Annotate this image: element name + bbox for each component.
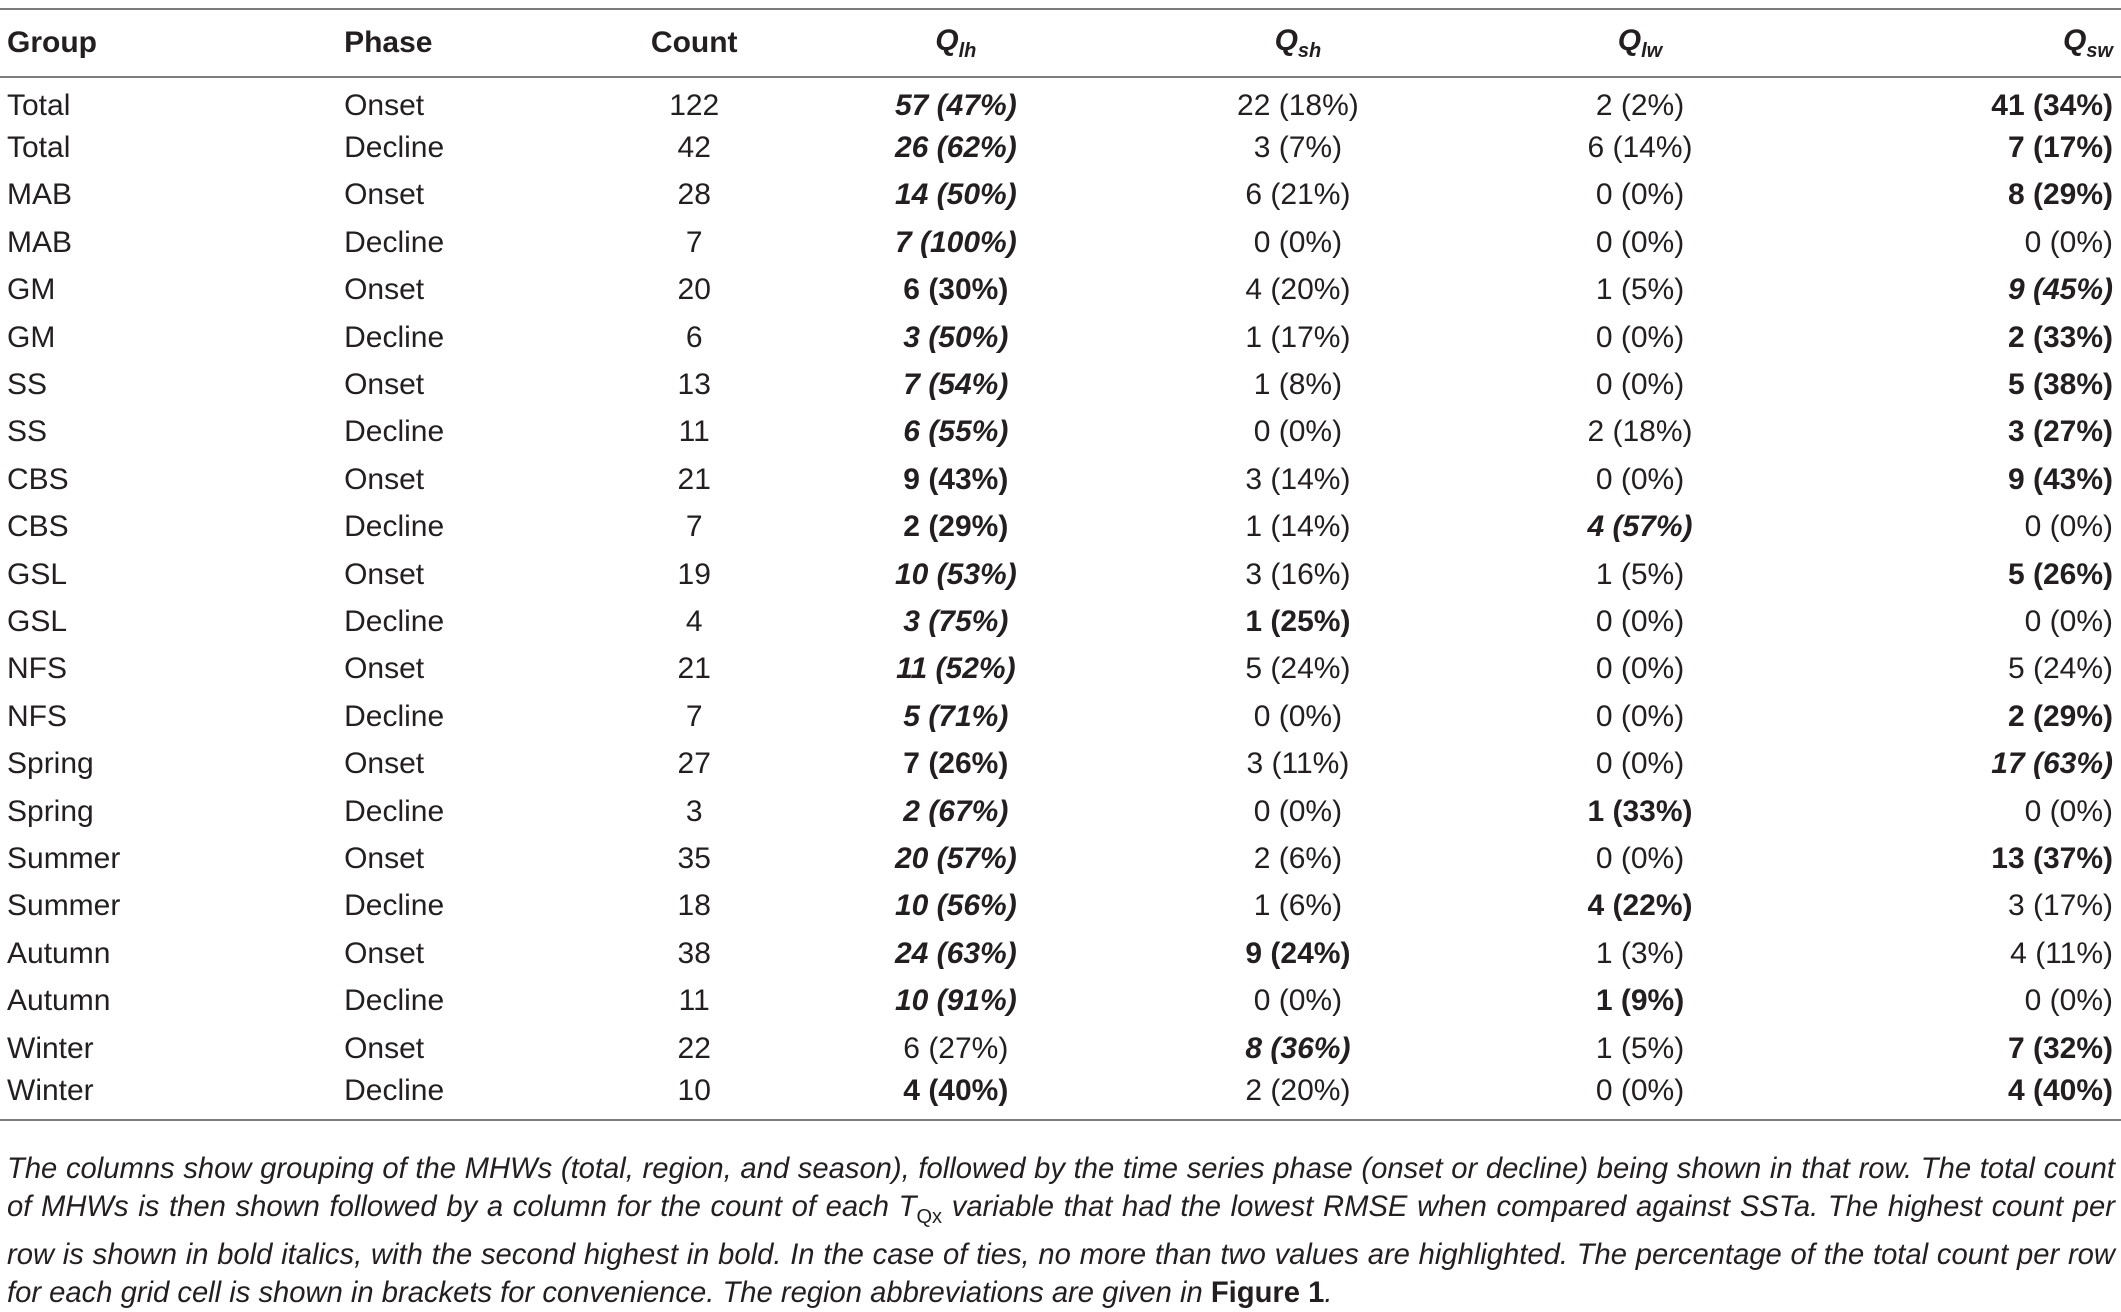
cell-group: MAB (7, 178, 73, 212)
cell-phase: Decline (344, 415, 445, 449)
cell-qlh: 14 (50%) (894, 178, 1017, 212)
table-row (0, 504, 2121, 551)
header-qsw: $Q_{sw}$ (1811, 9, 2121, 77)
cell-qlw: 0 (0%) (1595, 462, 1685, 496)
cell-qlh: 7 (100%) (894, 225, 1017, 259)
cell-qlw: 2 (18%) (1587, 415, 1693, 449)
cell-qlw: 6 (14%) (1587, 131, 1693, 165)
cell-qsh: 22 (18%) (1237, 89, 1359, 123)
cell-qsw: 8 (29%) (2007, 178, 2113, 212)
cell-qlw: 0 (0%) (1595, 699, 1685, 733)
cell-qsh: 2 (6%) (1253, 841, 1343, 875)
cell-qsh: 3 (11%) (1246, 747, 1350, 781)
cell-count: 6 (685, 320, 703, 354)
cell-count: 3 (685, 794, 703, 828)
cell-phase: Onset (344, 89, 425, 123)
cell-qsh: 2 (20%) (1127, 1072, 1469, 1119)
table-row (0, 267, 2121, 314)
cell-count: 35 (677, 841, 711, 875)
cell-qlh: 6 (55%) (903, 415, 1009, 449)
cell-qlh: 26 (62%) (894, 131, 1017, 165)
cell-qsw: 0 (0%) (2024, 604, 2113, 638)
cell-phase: Onset (344, 936, 425, 970)
cell-group: NFS (7, 699, 67, 733)
cell-qsw: 0 (0%) (2024, 984, 2113, 1018)
cell-qlh: 24 (63%) (894, 936, 1017, 970)
cell-qsh: 1 (25%) (1245, 604, 1351, 638)
header-phase: Phase (344, 9, 604, 77)
cell-qsh: 1 (6%) (1253, 889, 1343, 923)
table-row (0, 883, 2121, 930)
cell-group: Autumn (7, 936, 111, 970)
cell-count: 13 (677, 368, 711, 402)
cell-phase: Onset (344, 462, 425, 496)
cell-qlh: 57 (47%) (894, 89, 1017, 123)
header-qlh: $Q_{lh}$ (785, 9, 1127, 77)
cell-qsh: 0 (0%) (1253, 794, 1343, 828)
cell-qlh: 2 (29%) (903, 510, 1009, 544)
cell-qlw: 1 (5%) (1595, 557, 1685, 591)
table-row (0, 172, 2121, 219)
cell-phase: Onset (344, 747, 425, 781)
cell-qsw: 0 (0%) (2024, 794, 2113, 828)
cell-phase: Decline (344, 699, 445, 733)
cell-group: GSL (7, 557, 68, 591)
table-row (0, 693, 2121, 740)
cell-count: 42 (677, 131, 711, 165)
cell-qlh: 7 (54%) (903, 368, 1009, 402)
cell-qlh: 2 (67%) (903, 794, 1009, 828)
cell-phase: Decline (344, 131, 445, 165)
cell-group: Summer (7, 841, 121, 875)
cell-qsw: 4 (11%) (2010, 936, 2113, 970)
cell-qlh: 10 (53%) (894, 557, 1017, 591)
cell-qlh: 9 (43%) (903, 462, 1009, 496)
cell-phase: Onset (344, 178, 425, 212)
cell-qsw: 5 (24%) (2007, 652, 2113, 686)
cell-qlw: 1 (3%) (1595, 936, 1685, 970)
caption-text-1: The columns show grouping of the MHWs (total, region, and season), followed by the time series phase (onset or decline) being shown in that row. The total count of MHWs is then shown followed by a column for the count of each (7, 1153, 2115, 1223)
cell-qlh: 7 (26%) (903, 747, 1009, 781)
cell-phase: Onset (344, 652, 425, 686)
cell-count: 19 (677, 557, 711, 591)
cell-qlw: 4 (22%) (1587, 889, 1693, 923)
cell-phase: Decline (344, 1072, 604, 1119)
table-row (0, 409, 2121, 456)
cell-group: GSL (7, 604, 68, 638)
cell-qsh: 1 (14%) (1245, 510, 1351, 544)
cell-count: 21 (677, 652, 711, 686)
header-group: Group (0, 9, 344, 77)
table-row (0, 77, 2121, 124)
cell-phase: Decline (344, 984, 445, 1018)
table-row (0, 124, 2121, 171)
cell-phase: Onset (344, 557, 425, 591)
cell-phase: Decline (344, 889, 445, 923)
cell-count: 10 (604, 1072, 785, 1119)
cell-group: MAB (7, 225, 73, 259)
cell-qsh: 1 (17%) (1245, 320, 1351, 354)
cell-qsw: 0 (0%) (2024, 225, 2113, 259)
cell-qsw: 7 (17%) (2007, 131, 2113, 165)
cell-qlh: 3 (50%) (903, 320, 1009, 354)
cell-count: 11 (678, 415, 710, 449)
cell-qsw: 9 (43%) (2007, 462, 2113, 496)
cell-group: GM (7, 320, 56, 354)
cell-count: 28 (677, 178, 711, 212)
table-row (0, 788, 2121, 835)
cell-qsh: 6 (21%) (1245, 178, 1351, 212)
caption-tqx: $T_{Qx}$ (898, 1191, 943, 1228)
cell-phase: Decline (344, 604, 445, 638)
table-row (0, 1025, 2121, 1072)
table-row (0, 646, 2121, 693)
cell-qsw: 5 (38%) (2007, 368, 2113, 402)
cell-qlh: 6 (30%) (903, 273, 1009, 307)
cell-group: GM (7, 273, 56, 307)
cell-qsh: 0 (0%) (1253, 984, 1343, 1018)
cell-qsw: 4 (40%) (1811, 1072, 2121, 1119)
cell-qlh: 10 (91%) (894, 984, 1017, 1018)
caption-text-2: variable that had the lowest RMSE when compared against SSTa. The highest count per row is shown in bold italics, with the second highest in bold. In the case of ties, no more than two values are highlighted. The percentage of the total count per row for each grid cell is shown in brackets for convenience. The region abbreviations are given in (7, 1191, 2115, 1309)
table-header (0, 9, 2121, 77)
table-row (0, 1072, 2121, 1119)
cell-qsh: 0 (0%) (1253, 699, 1343, 733)
cell-qlh: 10 (56%) (894, 889, 1017, 923)
header-row (0, 9, 2121, 77)
cell-qlw: 0 (0%) (1595, 747, 1685, 781)
table-row (0, 219, 2121, 266)
cell-qsw: 3 (27%) (2007, 415, 2113, 449)
table-row (0, 740, 2121, 787)
cell-phase: Onset (344, 1031, 425, 1065)
cell-group: CBS (7, 462, 69, 496)
cell-qsw: 5 (26%) (2007, 557, 2113, 591)
cell-phase: Decline (344, 510, 445, 544)
table-row (0, 314, 2121, 361)
cell-qlw: 0 (0%) (1595, 225, 1685, 259)
cell-qlh: 20 (57%) (894, 841, 1017, 875)
cell-qlw: 1 (9%) (1595, 984, 1685, 1018)
table-row (0, 456, 2121, 503)
cell-phase: Decline (344, 320, 445, 354)
cell-count: 11 (678, 984, 710, 1018)
cell-group: Summer (7, 889, 121, 923)
cell-count: 7 (685, 699, 703, 733)
cell-group: Total (7, 131, 71, 165)
cell-qlh: 11 (52%) (896, 652, 1016, 686)
cell-qsh: 3 (16%) (1245, 557, 1351, 591)
header-count: Count (604, 9, 785, 77)
cell-qsh: 0 (0%) (1253, 225, 1343, 259)
header-qsh: $Q_{sh}$ (1127, 9, 1469, 77)
cell-qlh: 3 (75%) (903, 604, 1009, 638)
table-caption (7, 1150, 2115, 1312)
cell-group: CBS (7, 510, 69, 544)
cell-count: 18 (677, 889, 711, 923)
cell-qsh: 5 (24%) (1245, 652, 1351, 686)
table-row (0, 361, 2121, 408)
cell-qlw: 0 (0%) (1469, 1072, 1811, 1119)
cell-qsw: 17 (63%) (1991, 747, 2113, 781)
cell-phase: Onset (344, 273, 425, 307)
header-qlw: $Q_{lw}$ (1469, 9, 1811, 77)
cell-qlw: 2 (2%) (1595, 89, 1685, 123)
cell-qlw: 1 (5%) (1595, 273, 1685, 307)
cell-phase: Onset (344, 841, 425, 875)
cell-qsh: 0 (0%) (1253, 415, 1343, 449)
table-row (0, 598, 2121, 645)
cell-group: Spring (7, 747, 94, 781)
cell-qlw: 0 (0%) (1595, 178, 1685, 212)
cell-qsw: 0 (0%) (2024, 510, 2113, 544)
cell-group: Spring (7, 794, 94, 828)
cell-count: 21 (677, 462, 711, 496)
cell-qlw: 0 (0%) (1595, 368, 1685, 402)
cell-group: SS (7, 415, 48, 449)
cell-phase: Decline (344, 225, 445, 259)
table-row (0, 551, 2121, 598)
cell-phase: Decline (344, 794, 445, 828)
cell-qlw: 1 (33%) (1587, 794, 1693, 828)
cell-count: 7 (685, 510, 703, 544)
cell-qsh: 4 (20%) (1245, 273, 1351, 307)
cell-count: 38 (677, 936, 711, 970)
cell-qlh: 6 (27%) (903, 1031, 1009, 1065)
cell-qsh: 3 (14%) (1245, 462, 1351, 496)
cell-group: Winter (7, 1031, 94, 1065)
cell-group: Winter (0, 1072, 344, 1119)
cell-count: 27 (677, 747, 711, 781)
cell-count: 122 (669, 89, 720, 123)
figure-1-link[interactable]: Figure 1 (1210, 1276, 1325, 1309)
cell-qlw: 1 (5%) (1595, 1031, 1685, 1065)
cell-qsw: 2 (29%) (2007, 699, 2113, 733)
results-table (0, 8, 2121, 1121)
cell-qsh: 3 (7%) (1253, 131, 1343, 165)
caption-text-3: . (1324, 1276, 1333, 1309)
cell-qlw: 0 (0%) (1595, 320, 1685, 354)
cell-qsw: 9 (45%) (2007, 273, 2113, 307)
cell-qlw: 0 (0%) (1595, 652, 1685, 686)
cell-qlh: 4 (40%) (785, 1072, 1127, 1119)
cell-qlh: 5 (71%) (903, 699, 1009, 733)
cell-count: 4 (685, 604, 703, 638)
table-row (0, 977, 2121, 1024)
cell-phase: Onset (344, 368, 425, 402)
table-row (0, 930, 2121, 977)
cell-qsh: 1 (8%) (1253, 368, 1343, 402)
cell-group: Total (7, 89, 71, 123)
cell-qlw: 0 (0%) (1595, 604, 1685, 638)
cell-qsw: 3 (17%) (2007, 889, 2113, 923)
cell-qsh: 9 (24%) (1245, 936, 1351, 970)
cell-qsw: 13 (37%) (1991, 841, 2113, 875)
cell-count: 7 (685, 225, 703, 259)
cell-count: 22 (677, 1031, 711, 1065)
cell-qsw: 2 (33%) (2007, 320, 2113, 354)
cell-qsh: 8 (36%) (1245, 1031, 1351, 1065)
cell-qsw: 7 (32%) (2007, 1031, 2113, 1065)
cell-qlw: 0 (0%) (1595, 841, 1685, 875)
table-row (0, 835, 2121, 882)
cell-group: Autumn (7, 984, 111, 1018)
table-body (0, 77, 2121, 1120)
cell-group: NFS (7, 652, 67, 686)
cell-qlw: 4 (57%) (1587, 510, 1693, 544)
cell-group: SS (7, 368, 48, 402)
cell-qsw: 41 (34%) (1991, 89, 2113, 123)
cell-count: 20 (677, 273, 711, 307)
